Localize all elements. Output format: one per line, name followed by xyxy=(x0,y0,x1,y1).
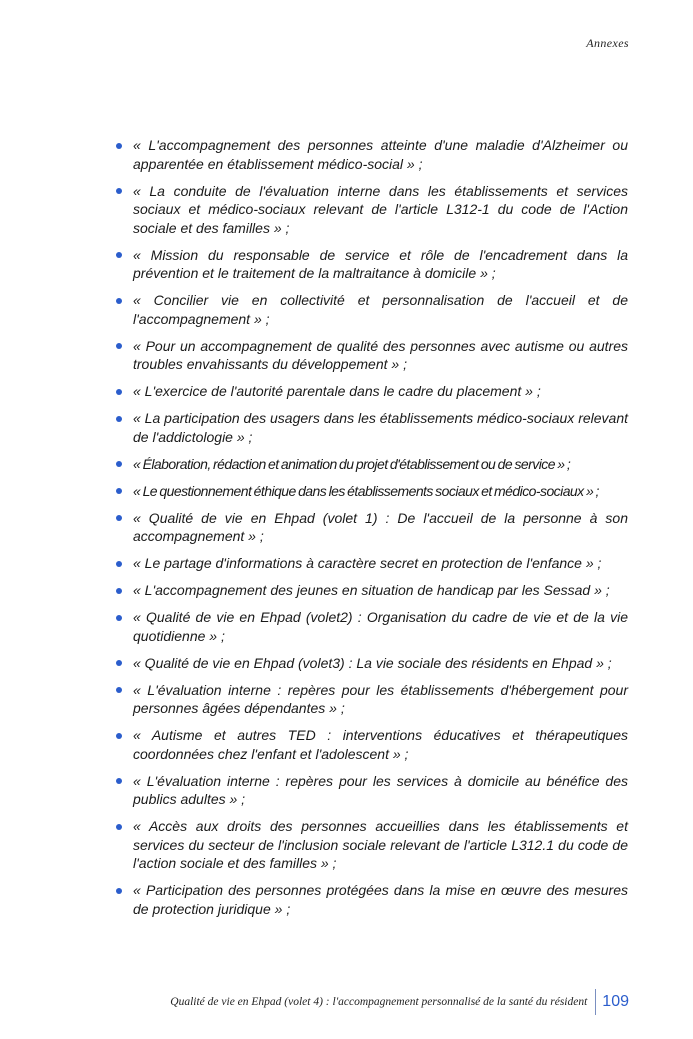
page-footer xyxy=(170,988,629,1016)
list-item xyxy=(115,581,628,600)
list-item-text: « Élaboration, rédaction et animation du projet d'établissement ou de service » ; xyxy=(133,455,571,472)
bullet-icon xyxy=(116,561,122,567)
bullet-icon xyxy=(116,660,122,666)
list-item-text: « L'évaluation interne : repères pour les établissements d'hébergement pour personnes âgées dépendantes » ; xyxy=(133,681,628,716)
list-item xyxy=(115,246,628,283)
list-item xyxy=(115,182,628,238)
bullet-icon xyxy=(116,824,122,830)
list-item-text: « Le questionnement éthique dans les établissements sociaux et médico-sociaux » ; xyxy=(133,482,599,499)
bullet-icon xyxy=(116,343,122,349)
page-number: 109 xyxy=(602,993,629,1010)
bullet-icon xyxy=(116,687,122,693)
list-item-text: « La conduite de l'évaluation interne dans les établissements et services sociaux et médico-sociaux relevant de l'article L312-1 du code de l'Action sociale et des familles » ; xyxy=(133,182,628,236)
list-item xyxy=(115,554,628,573)
bullet-icon xyxy=(116,588,122,594)
list-item-text: « Autisme et autres TED : interventions éducatives et thérapeutiques coordonnées chez l'enfant et l'adolescent » ; xyxy=(133,727,628,762)
list-item-text: « L'accompagnement des personnes atteinte d'une maladie d'Alzheimer ou apparentée en établissement médico-social » ; xyxy=(133,137,628,172)
footer-document-title: Qualité de vie en Ehpad (volet 4) : l'accompagnement personnalisé de la santé du résident xyxy=(170,996,588,1008)
list-item xyxy=(115,772,628,809)
list-item xyxy=(115,291,628,328)
list-item xyxy=(115,726,628,763)
list-item xyxy=(115,382,628,401)
list-item xyxy=(115,654,628,673)
list-item xyxy=(115,681,628,718)
list-item xyxy=(115,455,628,474)
list-item-text: « L'évaluation interne : repères pour les services à domicile au bénéfice des publics adultes » ; xyxy=(133,772,628,807)
bullet-icon xyxy=(116,416,122,422)
bullet-icon xyxy=(116,615,122,621)
list-item-text: « Accès aux droits des personnes accueillies dans les établissements et services du secteur de l'inclusion sociale relevant de l'article L312.1 du code de l'action sociale et des familles » ; xyxy=(133,818,628,871)
bullet-icon xyxy=(116,188,122,194)
bullet-icon xyxy=(116,733,122,739)
list-item-text: « Concilier vie en collectivité et personnalisation de l'accueil et de l'accompagnement » ; xyxy=(133,292,628,327)
list-item xyxy=(115,482,628,501)
bullet-icon xyxy=(116,389,122,395)
list-item xyxy=(115,881,628,918)
bullet-icon xyxy=(116,778,122,784)
bullet-icon xyxy=(116,252,122,258)
bullet-icon xyxy=(116,488,122,494)
list-item xyxy=(115,409,628,446)
footer-divider xyxy=(595,989,596,1015)
list-item xyxy=(115,608,628,645)
list-item xyxy=(115,136,628,173)
list-item-text: « Pour un accompagnement de qualité des personnes avec autisme ou autres troubles envahissants du développement » ; xyxy=(133,337,628,372)
list-item xyxy=(115,337,628,374)
list-item xyxy=(115,509,628,546)
bullet-icon xyxy=(116,888,122,894)
bullet-icon xyxy=(116,298,122,304)
list-item-text: « Mission du responsable de service et rôle de l'encadrement dans la prévention et le traitement de la maltraitance à domicile » ; xyxy=(133,246,628,281)
list-item-text: « Participation des personnes protégées dans la mise en œuvre des mesures de protection juridique » ; xyxy=(133,882,628,917)
list-item-text: « L'accompagnement des jeunes en situation de handicap par les Sessad » ; xyxy=(133,582,610,598)
list-item-text: « La participation des usagers dans les établissements médico-sociaux relevant de l'addictologie » ; xyxy=(133,410,628,445)
list-item-text: « Qualité de vie en Ehpad (volet3) : La vie sociale des résidents en Ehpad » ; xyxy=(133,654,612,671)
bullet-icon xyxy=(116,143,122,149)
list-item-text: « L'exercice de l'autorité parentale dans le cadre du placement » ; xyxy=(133,383,541,399)
bullet-icon xyxy=(116,515,122,521)
page-header-section: Annexes xyxy=(586,36,629,50)
list-item-text: « Le partage d'informations à caractère secret en protection de l'enfance » ; xyxy=(133,555,602,571)
recommendations-list xyxy=(115,136,628,927)
bullet-icon xyxy=(116,461,122,467)
list-item-text: « Qualité de vie en Ehpad (volet2) : Organisation du cadre de vie et de la vie quotidienne » ; xyxy=(133,609,628,644)
list-item-text: « Qualité de vie en Ehpad (volet 1) : De l'accueil de la personne à son accompagnement » ; xyxy=(133,509,628,544)
list-item xyxy=(115,817,628,873)
